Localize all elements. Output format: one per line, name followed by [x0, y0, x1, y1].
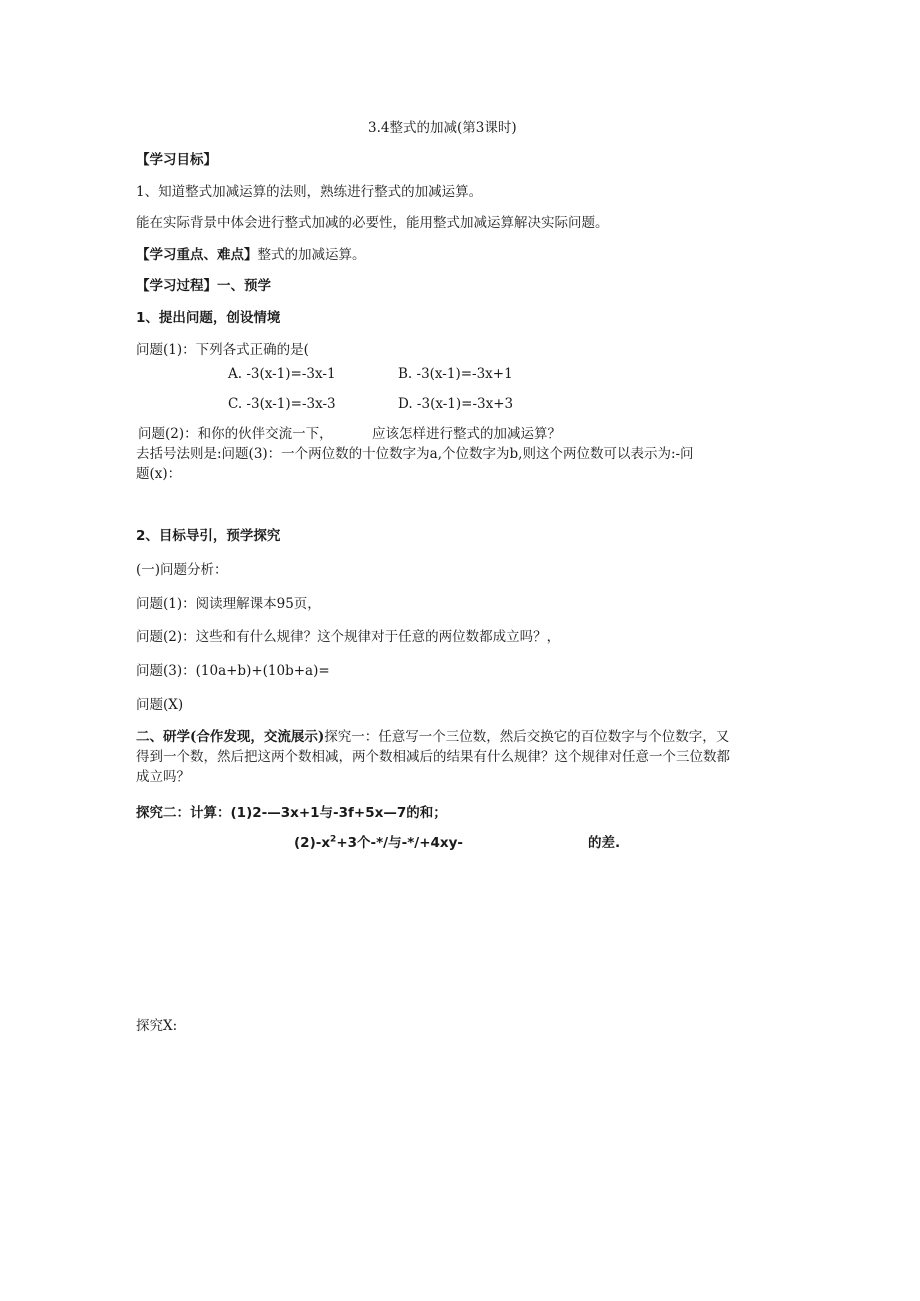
question-3-line-1: 去括号法则是:问题(3)：一个两位数的十位数字为a,个位数字为b,则这个两位数可以表示为:-问: [136, 446, 694, 462]
keypoints-line: [136, 246, 366, 264]
process-heading: 【学习过程】一、预学: [136, 278, 271, 294]
question-2-part-2: 应该怎样进行整式的加减运算？: [372, 426, 561, 442]
keypoints-text: 整式的加减运算。: [257, 247, 366, 263]
option-b: B. -3(x-1)=-3x+1: [398, 366, 513, 382]
option-a: A. -3(x-1)=-3x-1: [228, 366, 336, 382]
explore-x-label: 探究X:: [136, 1018, 178, 1034]
research-heading: 二、研学(合作发现，交流展示): [136, 729, 325, 745]
explore2-line-1: [136, 804, 447, 822]
analysis-heading: (一)问题分析：: [136, 562, 228, 578]
explore2-part-2-b: +3个-*/与-*/+4xy-: [336, 835, 464, 851]
research-line-3: 成立吗？: [136, 769, 190, 785]
analysis-question-x: 问题(X): [136, 697, 184, 713]
research-text-1: 探究一：任意写一个三位数，然后交换它的百位数字与个位数字，又: [324, 729, 730, 745]
research-line-1: [136, 728, 729, 746]
question-3-line-2: 题(x)：: [136, 466, 182, 482]
keypoints-heading: 【学习重点、难点】: [136, 247, 258, 263]
objective-item-1: 1、知道整式加减运算的法则，熟练进行整式的加减运算。: [136, 184, 483, 200]
objective-item-2: 能在实际背景中体会进行整式加减的必要性，能用整式加减运算解决实际问题。: [136, 215, 609, 231]
research-line-2: 得到一个数，然后把这两个数相减，两个数相减后的结果有什么规律？这个规律对任意一个三位数都: [136, 749, 730, 765]
option-c: C. -3(x-1)=-3x-3: [228, 396, 336, 412]
explore2-end: 的差.: [588, 835, 621, 851]
explore2-part-2-a: (2)-x: [294, 835, 331, 851]
explore2-part-1: (1)2-—3x+1与-3f+5x—7的和；: [230, 805, 447, 821]
explore2-part-2: [294, 834, 463, 852]
explore2-superscript: 2: [330, 834, 337, 845]
section2-heading: 2、目标导引，预学探究: [136, 528, 281, 544]
analysis-question-2: 问题(2)：这些和有什么规律？这个规律对于任意的两位数都成立吗？，: [136, 629, 561, 645]
analysis-question-1: 问题(1)：阅读理解课本95页，: [136, 596, 321, 612]
option-d: D. -3(x-1)=-3x+3: [398, 396, 514, 412]
question-2-part-1: 问题(2)：和你的伙伴交流一下，: [138, 426, 333, 442]
section1-heading: 1、提出问题，创设情境: [136, 310, 281, 326]
question-1: 问题(1)：下列各式正确的是(: [136, 342, 309, 358]
page-title: 3.4整式的加减(第3课时): [368, 120, 517, 136]
analysis-question-3: 问题(3)：(10a+b)+(10b+a)=: [136, 663, 330, 679]
explore2-heading: 探究二：计算：: [136, 805, 231, 821]
objectives-heading: 【学习目标】: [136, 152, 217, 168]
